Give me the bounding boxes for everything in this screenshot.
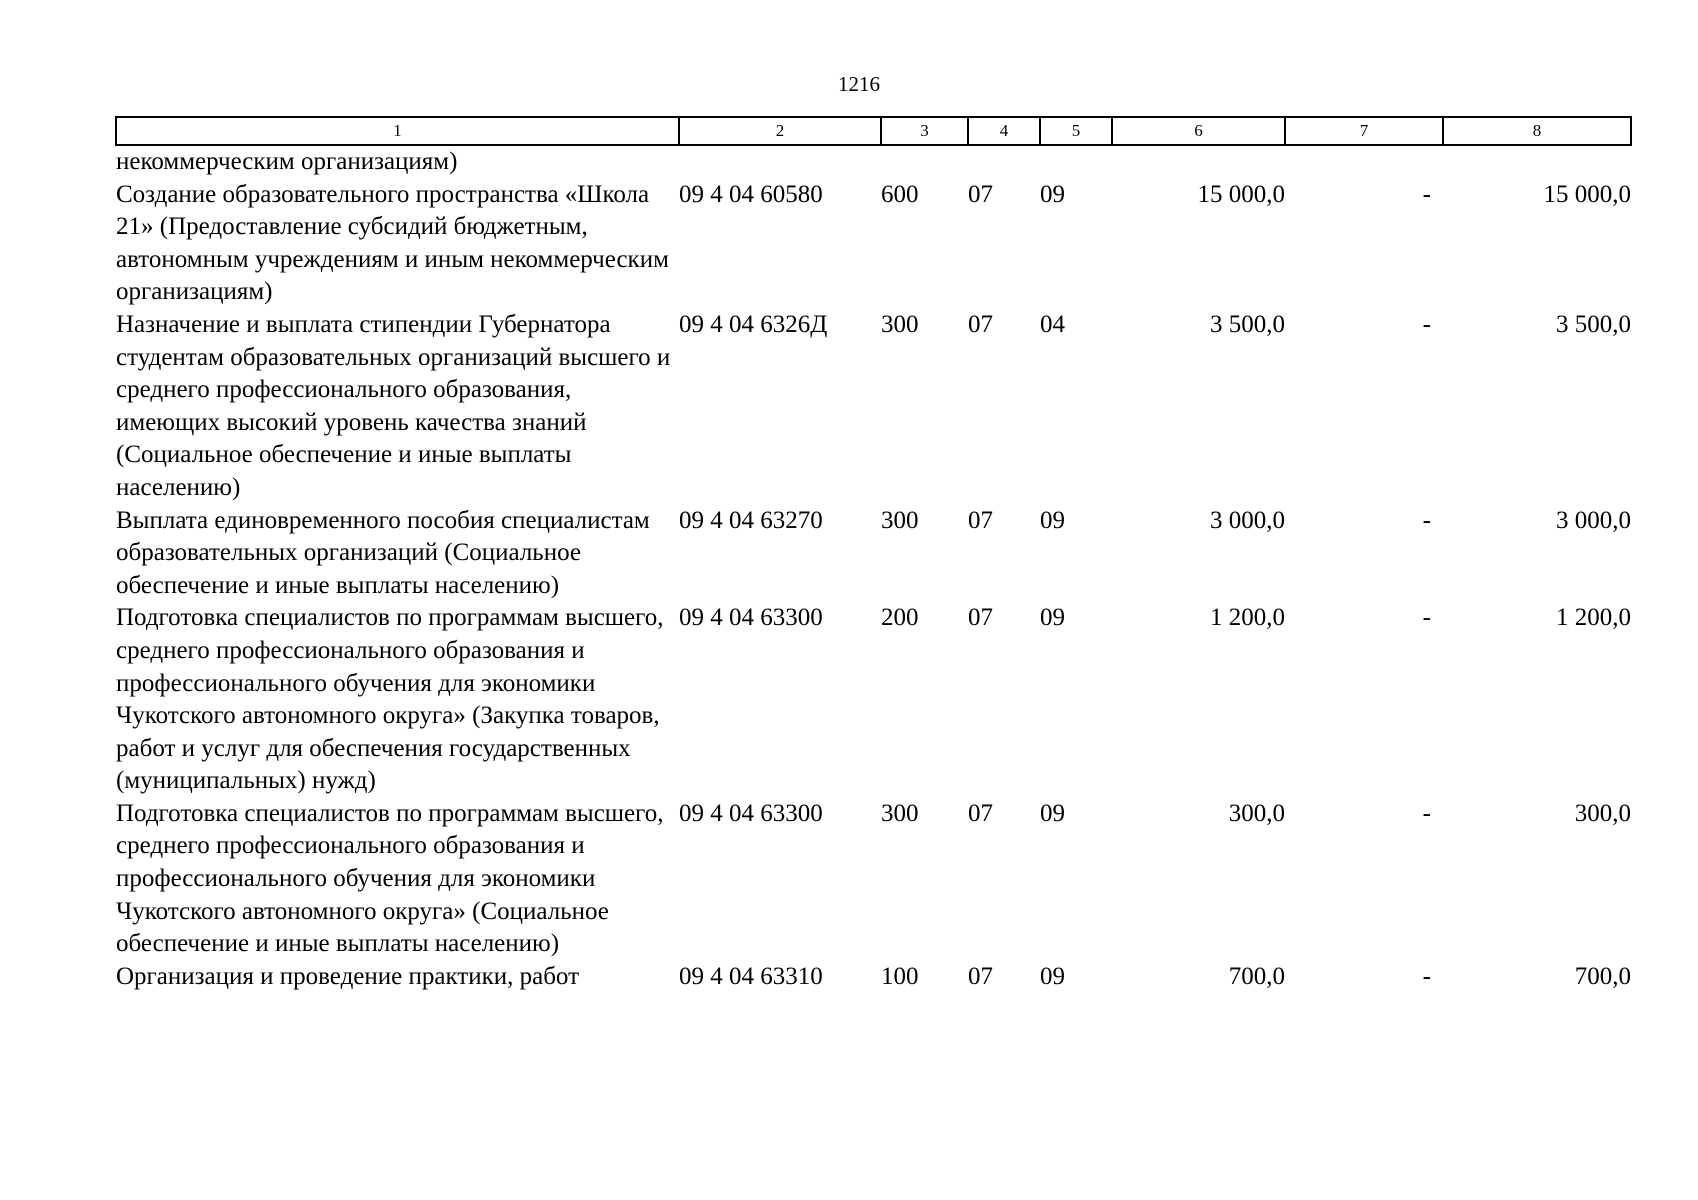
subsection: 09 (1040, 799, 1065, 827)
target-code: 09 4 04 63310 (679, 962, 823, 990)
budget-table (115, 116, 1632, 993)
total-amount (1443, 145, 1631, 179)
amount: 3 000,0 (1210, 506, 1285, 534)
expense-name: Создание образовательного пространства «Школа 21» (Предоставление субсидий бюджетным, автономным учреждениям и иным некоммерческим организациям) (116, 180, 669, 306)
section: 07 (968, 506, 993, 534)
amount: 15 000,0 (1197, 180, 1285, 208)
target-code (679, 145, 881, 179)
total-amount: 1 200,0 (1556, 604, 1631, 632)
target-code: 09 4 04 6326Д (679, 310, 828, 338)
subsection (1040, 145, 1112, 179)
expense-name: Организация и проведение практики, работ (116, 962, 580, 990)
total-amount: 300,0 (1574, 799, 1631, 827)
section: 07 (968, 962, 993, 990)
expense-type: 300 (881, 310, 919, 338)
expense-name: Подготовка специалистов по программам высшего, среднего профессионального образования и профессионального обучения для экономики Чукотского автономного округа» (Закупка товаров, работ и услуг для обеспечения государственных (муниципальных) нужд) (116, 604, 664, 795)
table-row (116, 309, 1631, 505)
column-header-6: 6 (1112, 117, 1285, 145)
dash-value: - (1422, 962, 1431, 990)
expense-type (881, 145, 968, 179)
section: 07 (968, 180, 993, 208)
subsection: 04 (1040, 310, 1065, 338)
column-header-5: 5 (1040, 117, 1112, 145)
total-amount: 15 000,0 (1543, 180, 1631, 208)
column-header-1: 1 (116, 117, 679, 145)
table-header (116, 117, 1631, 145)
column-header-3: 3 (881, 117, 968, 145)
subsection: 09 (1040, 180, 1065, 208)
column-header-7: 7 (1285, 117, 1443, 145)
table-body (116, 145, 1631, 993)
column-header-2: 2 (679, 117, 881, 145)
table-row (116, 602, 1631, 798)
dash-value (1285, 145, 1443, 179)
dash-value: - (1422, 180, 1431, 208)
subsection: 09 (1040, 506, 1065, 534)
target-code: 09 4 04 60580 (679, 180, 823, 208)
amount: 1 200,0 (1210, 604, 1285, 632)
expense-name: Выплата единовременного пособия специалистам образовательных организаций (Социальное обеспечение и иные выплаты населению) (116, 506, 650, 599)
amount (1112, 145, 1285, 179)
expense-type: 300 (881, 506, 919, 534)
column-header-8: 8 (1443, 117, 1631, 145)
section (968, 145, 1040, 179)
amount: 700,0 (1228, 962, 1285, 990)
section: 07 (968, 799, 993, 827)
total-amount: 3 500,0 (1556, 310, 1631, 338)
amount: 3 500,0 (1210, 310, 1285, 338)
subsection: 09 (1040, 604, 1065, 632)
table-row (116, 961, 1631, 994)
expense-name: Подготовка специалистов по программам высшего, среднего профессионального образования и профессионального обучения для экономики Чукотского автономного округа» (Социальное обеспечение и иные выплаты населению) (116, 799, 664, 958)
dash-value: - (1422, 604, 1431, 632)
target-code: 09 4 04 63300 (679, 799, 823, 827)
total-amount: 3 000,0 (1556, 506, 1631, 534)
expense-type: 300 (881, 799, 919, 827)
expense-type: 100 (881, 962, 919, 990)
target-code: 09 4 04 63300 (679, 604, 823, 632)
dash-value: - (1422, 799, 1431, 827)
section: 07 (968, 310, 993, 338)
header-row (116, 117, 1631, 145)
subsection: 09 (1040, 962, 1065, 990)
expense-type: 600 (881, 180, 919, 208)
amount: 300,0 (1228, 799, 1285, 827)
dash-value: - (1422, 506, 1431, 534)
table-row (116, 798, 1631, 961)
expense-name: некоммерческим организациям) (116, 148, 458, 175)
dash-value: - (1422, 310, 1431, 338)
table-row (116, 145, 1631, 179)
section: 07 (968, 604, 993, 632)
expense-type: 200 (881, 604, 919, 632)
table-row (116, 179, 1631, 309)
expense-name: Назначение и выплата стипендии Губернатора студентам образовательных организаций высшего и среднего профессионального образования, имеющих высокий уровень качества знаний (Социальное обеспечение и иные выплаты населению) (116, 310, 671, 501)
target-code: 09 4 04 63270 (679, 506, 823, 534)
table-row (116, 505, 1631, 603)
total-amount: 700,0 (1574, 962, 1631, 990)
column-header-4: 4 (968, 117, 1040, 145)
page-number: 1216 (838, 72, 880, 96)
